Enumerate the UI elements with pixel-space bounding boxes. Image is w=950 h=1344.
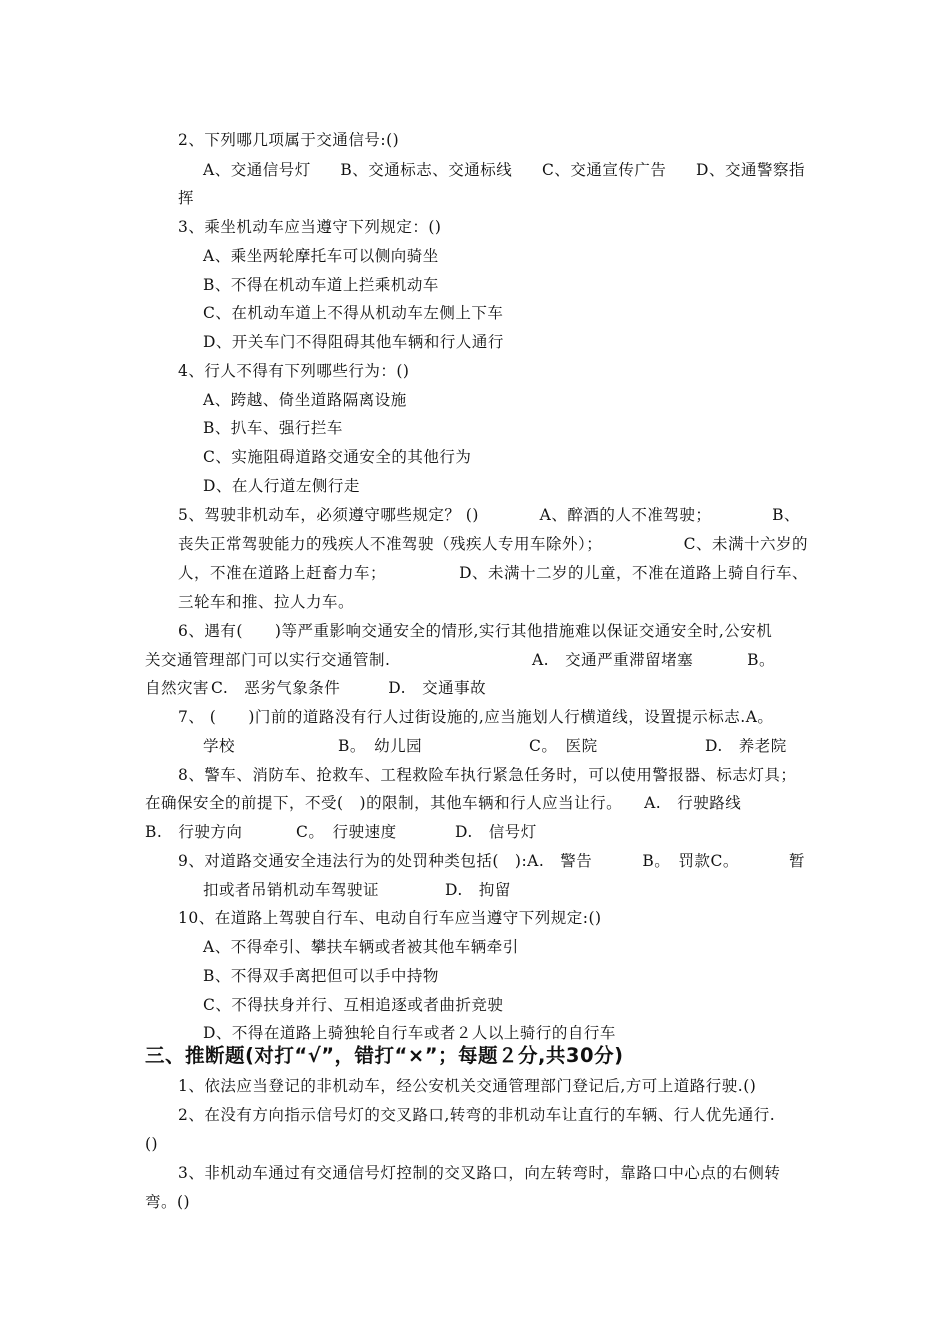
q9-line-2 — [203, 880, 511, 900]
q5-stem: 5、驾驶非机动车，必须遵守哪些规定？ () — [178, 506, 479, 524]
q2-option-d: D、交通警察指 — [696, 161, 805, 179]
q8-line-2 — [145, 793, 741, 813]
q4-option-d: D、在人行道左侧行走 — [203, 477, 360, 495]
q7-option-d: D. 养老院 — [705, 737, 787, 755]
q6-option-c: C. 恶劣气象条件 — [211, 679, 341, 697]
q9-option-b: B。 罚款C。 — [642, 852, 739, 870]
judgement-3-line-1: 3、非机动车通过有交通信号灯控制的交叉路口，向左转弯时，靠路口中心点的右侧转 — [178, 1164, 781, 1182]
q6-line-1: 6、遇有( )等严重影响交通安全的情形,实行其他措施难以保证交通安全时,公安机 — [178, 622, 773, 640]
q5-line-4: 三轮车和推、拉人力车。 — [178, 593, 355, 611]
q7-option-b: B。 幼儿园 — [338, 737, 423, 755]
q2-option-b: B、交通标志、交通标线 — [340, 161, 513, 179]
q5-option-b-label: B、 — [772, 506, 800, 524]
q5-option-b-text: 丧失正常驾驶能力的残疾人不准驾驶（残疾人专用车除外）； — [178, 535, 603, 553]
q7-option-c: C。 医院 — [529, 737, 598, 755]
judgement-2-line-2: () — [145, 1135, 159, 1153]
q8-option-d: D. 信号灯 — [455, 823, 537, 841]
q2-option-c: C、交通宣传广告 — [541, 161, 667, 179]
q6-options-ab — [532, 650, 775, 670]
q6-line-3 — [145, 678, 486, 698]
q7-line-1: 7、 ( )门前的道路没有行人过街设施的,应当施划人行横道线，设置提示标志.A。 — [178, 708, 774, 726]
q2-options — [203, 160, 805, 180]
q3-option-c: C、在机动车道上不得从机动车左侧上下车 — [203, 304, 504, 322]
q10-option-b: B、不得双手离把但可以手中持物 — [203, 967, 439, 985]
q10-option-d: D、不得在道路上骑独轮自行车或者２人以上骑行的自行车 — [203, 1024, 616, 1042]
q3-option-d: D、开关车门不得阻碍其他车辆和行人通行 — [203, 333, 504, 351]
q8-line-1: 8、警车、消防车、抢救车、工程救险车执行紧急任务时，可以使用警报器、标志灯具； — [178, 766, 797, 784]
q9-option-d: D. 拘留 — [445, 881, 511, 899]
q6-option-b-label: B。 — [747, 651, 775, 669]
q3-option-a: A、乘坐两轮摩托车可以侧向骑坐 — [203, 247, 439, 265]
q6-option-d: D. 交通事故 — [388, 679, 487, 697]
q6-option-a: A. 交通严重滞留堵塞 — [531, 651, 694, 669]
q9-line-1 — [178, 851, 805, 871]
q10-stem: 10、在道路上驾驶自行车、电动自行车应当遵守下列规定:() — [178, 909, 602, 927]
q8-option-b: B. 行驶方向 — [145, 823, 243, 841]
q5-option-c-text: 人，不准在道路上赶畜力车； — [178, 564, 387, 582]
q8-option-a: A. 行驶路线 — [644, 794, 742, 812]
q10-option-c: C、不得扶身并行、互相追逐或者曲折竞驶 — [203, 996, 504, 1014]
q5-line-2 — [178, 534, 808, 554]
q5-line-3 — [178, 563, 808, 583]
q9-stem: 9、对道路交通安全违法行为的处罚种类包括( ):A. 警告 — [178, 852, 593, 870]
q2-stem: 2、下列哪几项属于交通信号:() — [178, 131, 400, 149]
q8-option-c: C。 行驶速度 — [296, 823, 397, 841]
q4-option-a: A、跨越、倚坐道路隔离设施 — [203, 391, 407, 409]
q8-stem-end: 在确保安全的前提下，不受( )的限制，其他车辆和行人应当让行。 — [145, 794, 623, 812]
q6-line-2 — [145, 650, 775, 670]
q10-option-a: A、不得牵引、攀扶车辆或者被其他车辆牵引 — [203, 938, 519, 956]
q7-option-a: 学校 — [203, 737, 236, 755]
judgement-1: 1、依法应当登记的非机动车，经公安机关交通管理部门登记后,方可上道路行驶.() — [178, 1077, 757, 1095]
q6-stem-end: 关交通管理部门可以实行交通管制. — [145, 651, 391, 669]
section-3-heading: 三、推断题(对打“√”，错打“×”；每题２分,共30分) — [145, 1044, 624, 1067]
q9-option-c-text: 扣或者吊销机动车驾驶证 — [203, 881, 380, 899]
judgement-3-line-2: 弯。() — [145, 1193, 191, 1211]
q3-option-b: B、不得在机动车道上拦乘机动车 — [203, 276, 439, 294]
q5-option-c: C、未满十六岁的 — [683, 535, 808, 553]
q5-line-1 — [178, 505, 800, 525]
q6-option-b-text: 自然灾害 — [145, 679, 210, 697]
q4-option-c: C、实施阻碍道路交通安全的其他行为 — [203, 448, 472, 466]
q3-stem: 3、乘坐机动车应当遵守下列规定：() — [178, 218, 442, 236]
q5-option-a: A、醉酒的人不准驾驶； — [539, 506, 712, 524]
q4-option-b: B、扒车、强行拦车 — [203, 419, 343, 437]
q2-option-d-continued: 挥 — [178, 189, 195, 207]
q2-option-a: A、交通信号灯 — [203, 161, 311, 179]
q4-stem: 4、行人不得有下列哪些行为：() — [178, 362, 410, 380]
q5-option-d: D、未满十二岁的儿童，不准在道路上骑自行车、 — [459, 564, 808, 582]
judgement-2-line-1: 2、在没有方向指示信号灯的交叉路口,转弯的非机动车让直行的车辆、行人优先通行. — [178, 1106, 776, 1124]
q9-option-c-start: 暂 — [788, 852, 805, 870]
